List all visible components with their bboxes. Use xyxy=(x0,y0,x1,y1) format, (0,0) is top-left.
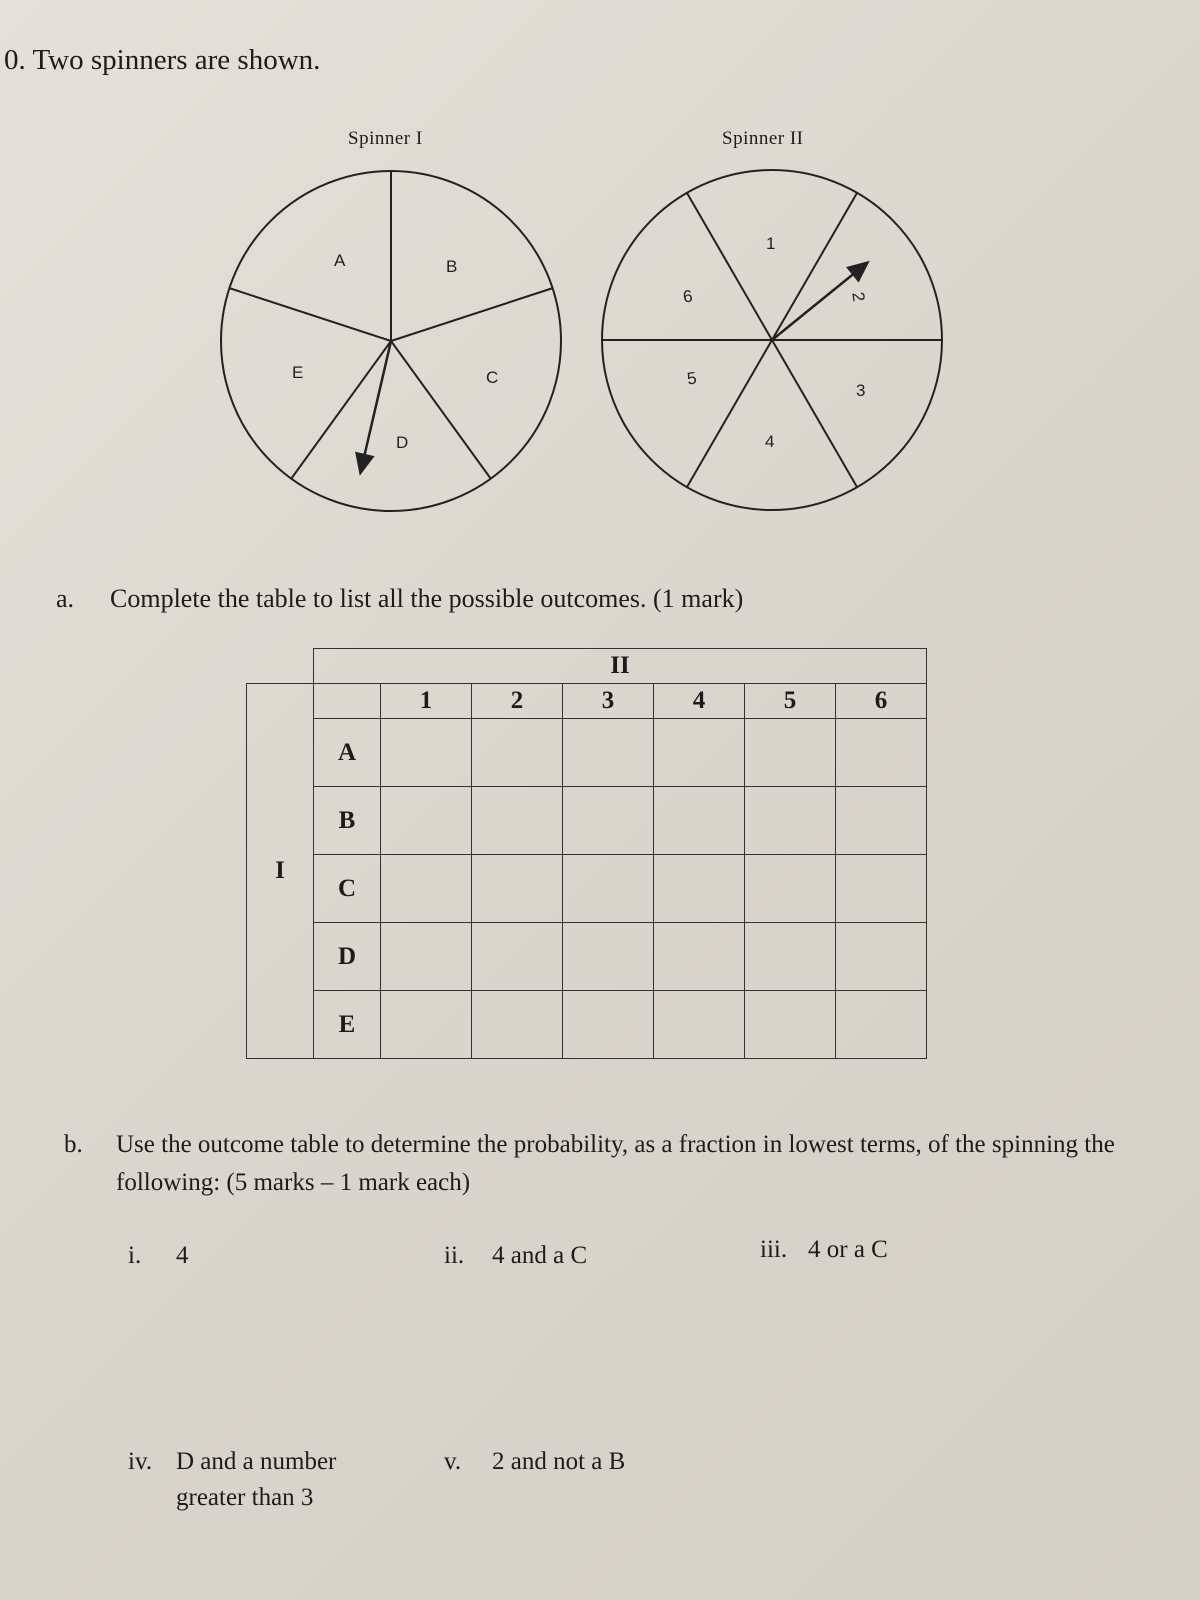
column-header: 4 xyxy=(654,684,745,719)
column-header-row xyxy=(247,684,927,719)
outcome-cell xyxy=(836,787,927,855)
outcome-cell xyxy=(745,719,836,787)
spinner-2-sector-label: 1 xyxy=(766,234,776,253)
outcome-cell xyxy=(472,991,563,1059)
sub-question-text-line-2: greater than 3 xyxy=(176,1484,314,1511)
outcome-cell xyxy=(563,991,654,1059)
outcome-cell xyxy=(381,923,472,991)
sub-question-text: 4 or a C xyxy=(808,1236,888,1263)
outcome-cell xyxy=(654,787,745,855)
spinner-2-sector-label: 2 xyxy=(848,290,869,303)
spinner-2 xyxy=(602,170,942,510)
row-header: E xyxy=(314,991,381,1059)
outcome-cell xyxy=(563,787,654,855)
outcome-cell xyxy=(563,719,654,787)
table-row xyxy=(247,787,927,855)
row-header: C xyxy=(314,855,381,923)
sub-question-text: 4 xyxy=(176,1242,189,1269)
outcome-cell xyxy=(472,787,563,855)
column-header: 6 xyxy=(836,684,927,719)
spinner-1-sector-label: C xyxy=(486,368,499,387)
outcome-cell xyxy=(836,855,927,923)
spinner-2-sector-label: 6 xyxy=(681,286,694,307)
outcome-cell xyxy=(745,855,836,923)
table-row xyxy=(247,719,927,787)
spinner-1-sector-label: A xyxy=(334,251,346,270)
table-row xyxy=(247,991,927,1059)
table-row xyxy=(247,855,927,923)
outcome-cell xyxy=(472,719,563,787)
outcome-cell xyxy=(745,991,836,1059)
outcome-cell xyxy=(745,923,836,991)
part-b-letter: b. xyxy=(64,1131,83,1158)
outcome-cell xyxy=(836,991,927,1059)
sub-question-v xyxy=(444,1444,625,1480)
outcome-cell xyxy=(563,855,654,923)
outcome-cell xyxy=(654,923,745,991)
spinner-2-title: Spinner II xyxy=(722,128,804,149)
blank-corner xyxy=(247,649,314,684)
spinner-1-divider xyxy=(391,288,553,341)
column-header: 1 xyxy=(381,684,472,719)
spinners-figure xyxy=(0,0,1200,560)
part-b-instruction: Use the outcome table to determine the probability, as a fraction in lowest terms, of the spinning the following: (5 marks – 1 mark each) xyxy=(116,1131,1115,1196)
sub-question-iii xyxy=(760,1232,888,1268)
outcome-cell xyxy=(563,923,654,991)
outcome-cell xyxy=(381,719,472,787)
sub-question-number: ii. xyxy=(444,1242,465,1269)
column-header: 5 xyxy=(745,684,836,719)
sub-question-text: 2 and not a B xyxy=(492,1448,626,1475)
spinner-1-sector-label: E xyxy=(292,363,304,382)
spinner-2-sector-label: 5 xyxy=(685,368,698,389)
row-header: A xyxy=(314,719,381,787)
outcome-table xyxy=(246,648,927,1059)
sub-question-iv xyxy=(128,1444,336,1516)
corner-cell xyxy=(314,684,381,719)
spinner-1-sector-label: B xyxy=(446,257,458,276)
spinner-2-arrow xyxy=(772,267,862,340)
sub-question-number: iv. xyxy=(128,1448,153,1475)
spinner-1 xyxy=(221,171,561,511)
spinner-2-header: II xyxy=(314,649,927,684)
outcome-cell xyxy=(654,855,745,923)
spinner-1-sector-label: D xyxy=(396,433,409,452)
column-header: 3 xyxy=(563,684,654,719)
column-header: 2 xyxy=(472,684,563,719)
outcome-cell xyxy=(654,991,745,1059)
sub-question-text: 4 and a C xyxy=(492,1242,588,1269)
sub-question-ii xyxy=(444,1238,587,1274)
outcome-cell xyxy=(654,719,745,787)
question-stem: Two spinners are shown. xyxy=(32,44,321,76)
outcome-cell xyxy=(745,787,836,855)
outcome-cell xyxy=(836,923,927,991)
spinner-1-divider xyxy=(391,341,491,479)
outcome-cell xyxy=(381,991,472,1059)
row-header: B xyxy=(314,787,381,855)
outcome-cell xyxy=(381,855,472,923)
outcome-cell xyxy=(472,855,563,923)
spinner-1-header: I xyxy=(247,684,314,1059)
table-row xyxy=(247,923,927,991)
sub-question-number: v. xyxy=(444,1448,462,1475)
spinner-2-sector-label: 3 xyxy=(856,381,866,400)
sub-question-text: D and a number xyxy=(176,1448,337,1475)
spinner-2-sector-label: 4 xyxy=(765,432,775,451)
sub-question-number: iii. xyxy=(760,1236,788,1263)
row-header: D xyxy=(314,923,381,991)
sub-question-i xyxy=(128,1238,189,1274)
question-number: 0. xyxy=(4,44,26,76)
spinner-1-divider xyxy=(229,288,391,341)
outcome-cell xyxy=(381,787,472,855)
part-a-letter: a. xyxy=(56,584,75,613)
outcome-cell xyxy=(472,923,563,991)
table-header-row xyxy=(247,649,927,684)
sub-question-number: i. xyxy=(128,1242,142,1269)
spinner-1-title: Spinner I xyxy=(348,128,423,149)
part-a-instruction: Complete the table to list all the possible outcomes. (1 mark) xyxy=(110,584,744,613)
outcome-cell xyxy=(836,719,927,787)
